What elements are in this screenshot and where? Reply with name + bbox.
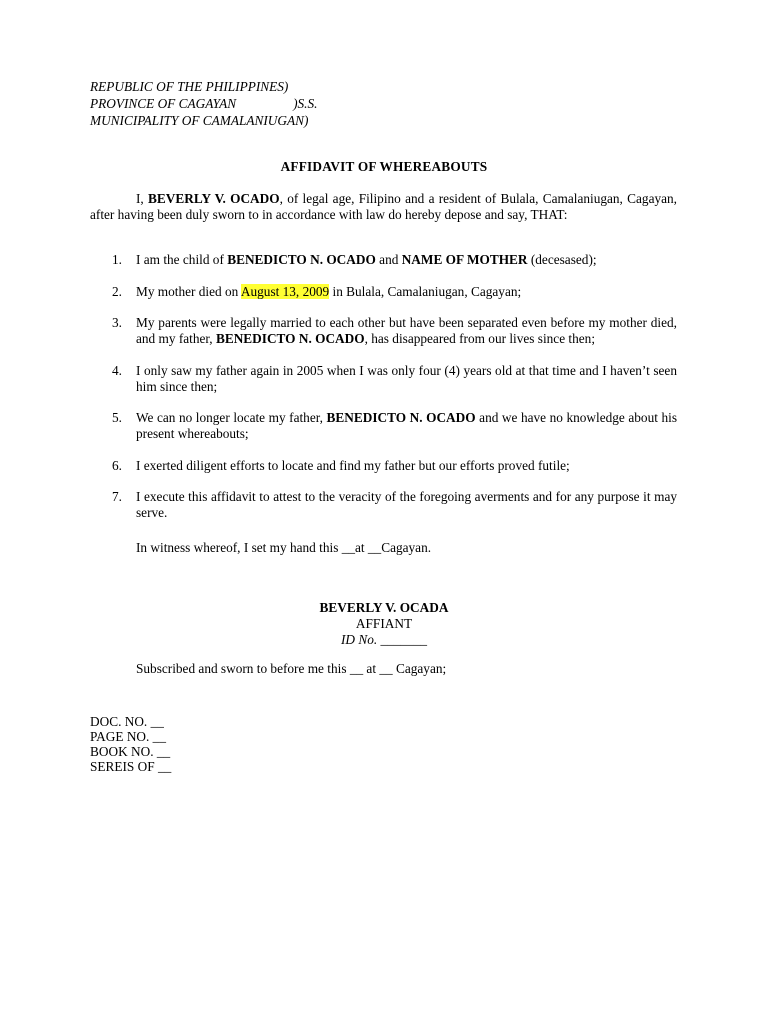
list-item: 4. I only saw my father again in 2005 when I was only four (4) years old at that time and I haven’t seen him since then; xyxy=(112,362,677,394)
affiant-name: BEVERLY V. OCADO xyxy=(148,191,280,206)
list-item: 5. We can no longer locate my father, BENEDICTO N. OCADO and we have no knowledge about his present whereabouts; xyxy=(112,410,677,441)
caption-province-text: PROVINCE OF CAGAYAN xyxy=(90,96,237,111)
highlighted-date: August 13, 2009 xyxy=(240,283,330,299)
id-number: ID No. _______ xyxy=(340,632,428,647)
doc-no: DOC. NO. __ xyxy=(90,714,164,729)
list-item: 2. My mother died on August 13, 2009 in Bulala, Camalaniugan, Cagayan; xyxy=(112,283,522,299)
list-item: 3. My parents were legally married to each other but have been separated even before my mother died, and my father, BENEDICTO N. OCADO, has disappeared from our lives since then; xyxy=(112,315,677,346)
series-of: SEREIS OF __ xyxy=(90,759,172,774)
signatory-role: AFFIANT xyxy=(355,616,413,631)
book-no: BOOK NO. __ xyxy=(90,744,171,759)
list-item: 7. I execute this affidavit to attest to the veracity of the foregoing averments and for any purpose it may serve. xyxy=(112,489,677,520)
document-title: AFFIDAVIT OF WHEREABOUTS xyxy=(280,159,488,174)
venue-caption xyxy=(90,79,690,130)
intro-paragraph: I, BEVERLY V. OCADO, of legal age, Filipino and a resident of Bulala, Camalaniugan, Cagayan, after having been duly sworn to in accordance with law do hereby depose and say, THAT: xyxy=(90,191,677,222)
witness-clause: In witness whereof, I set my hand this __at __Cagayan. xyxy=(136,540,432,555)
page-no: PAGE NO. __ xyxy=(90,729,166,744)
list-item: 1. I am the child of BENEDICTO N. OCADO and NAME OF MOTHER (decesased); xyxy=(112,252,597,267)
caption-republic: REPUBLIC OF THE PHILIPPINES) xyxy=(90,79,289,94)
caption-ss: )S.S. xyxy=(293,96,318,111)
notarial-register xyxy=(90,714,171,774)
caption-municipality: MUNICIPALITY OF CAMALANIUGAN) xyxy=(90,113,309,128)
signature-block xyxy=(0,600,768,648)
caption-province xyxy=(90,96,690,113)
jurat: Subscribed and sworn to before me this __ at __ Cagayan; xyxy=(136,661,447,676)
averments-list xyxy=(90,252,677,537)
list-item: 6. I exerted diligent efforts to locate and find my father but our efforts proved futile; xyxy=(112,457,570,473)
signatory-name: BEVERLY V. OCADA xyxy=(319,600,449,615)
